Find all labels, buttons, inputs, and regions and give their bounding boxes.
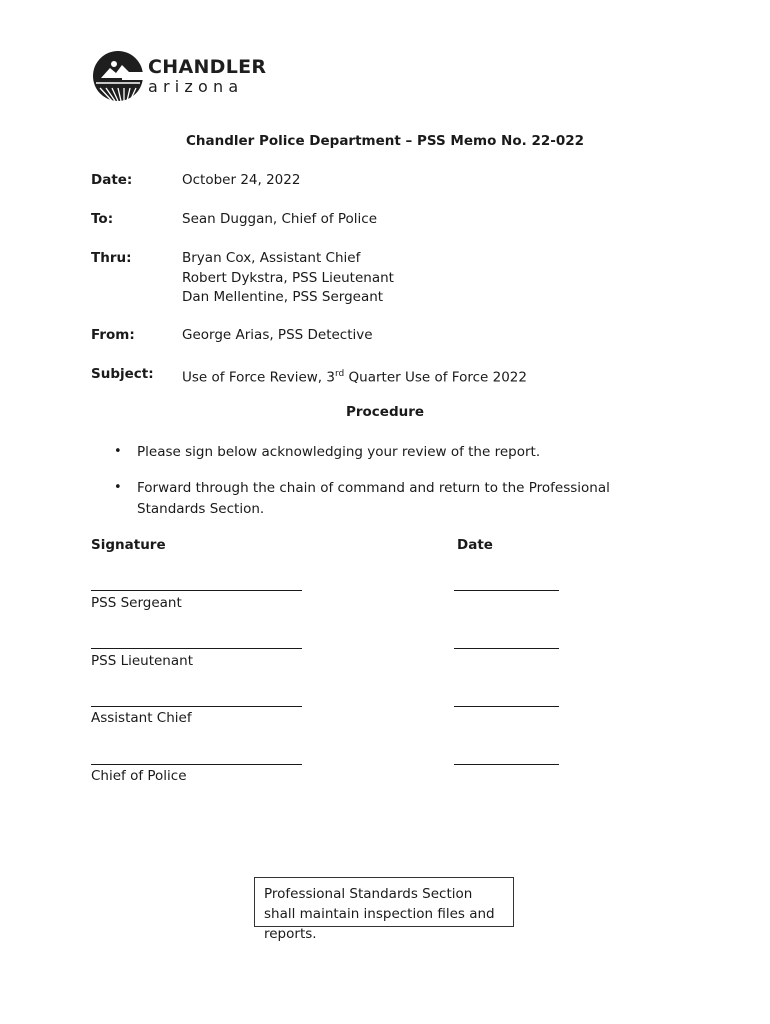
role-label: Chief of Police: [91, 768, 187, 784]
role-label: PSS Sergeant: [91, 595, 182, 611]
bullet-icon: •: [114, 444, 122, 459]
date-label: Date:: [91, 172, 133, 188]
date-line[interactable]: [454, 706, 559, 707]
signature-line[interactable]: [91, 764, 302, 765]
thru-values: [182, 249, 394, 308]
signature-line[interactable]: [91, 648, 302, 649]
subject-value: [182, 365, 527, 388]
subject-superscript: rd: [334, 369, 345, 379]
to-label: To:: [91, 211, 114, 227]
signature-line[interactable]: [91, 590, 302, 591]
from-value: George Arias, PSS Detective: [182, 327, 373, 343]
to-value: Sean Duggan, Chief of Police: [182, 211, 378, 227]
chandler-emblem-icon: [92, 48, 144, 104]
date-line[interactable]: [454, 648, 559, 649]
subject-suffix: Quarter Use of Force 2022: [344, 369, 527, 386]
thru-line: Bryan Cox, Assistant Chief: [182, 250, 361, 266]
role-label: PSS Lieutenant: [91, 653, 193, 669]
role-label: Assistant Chief: [91, 710, 192, 726]
logo-subtitle: arizona: [148, 77, 244, 96]
date-heading: Date: [457, 537, 493, 553]
logo-name: CHANDLER: [148, 56, 267, 78]
memo-title: Chandler Police Department – PSS Memo No. 22-022: [185, 133, 585, 149]
procedure-bullet: Please sign below acknowledging your review of the report.: [137, 444, 541, 460]
bullet-icon: •: [114, 480, 122, 495]
from-label: From:: [91, 327, 135, 343]
chandler-logo: [92, 48, 267, 106]
date-line[interactable]: [454, 590, 559, 591]
date-line[interactable]: [454, 764, 559, 765]
subject-label: Subject:: [91, 366, 154, 382]
note-box: Professional Standards Section shall maintain inspection files and reports.: [254, 877, 514, 927]
procedure-heading: Procedure: [345, 404, 425, 420]
signature-line[interactable]: [91, 706, 302, 707]
subject-prefix: Use of Force Review, 3: [182, 369, 335, 386]
thru-line: Dan Mellentine, PSS Sergeant: [182, 289, 384, 305]
thru-line: Robert Dykstra, PSS Lieutenant: [182, 269, 394, 286]
procedure-bullet: Forward through the chain of command and return to the Professional Standards Section.: [137, 480, 610, 517]
date-value: October 24, 2022: [182, 172, 301, 188]
thru-label: Thru:: [91, 250, 132, 266]
signature-heading: Signature: [91, 537, 166, 553]
